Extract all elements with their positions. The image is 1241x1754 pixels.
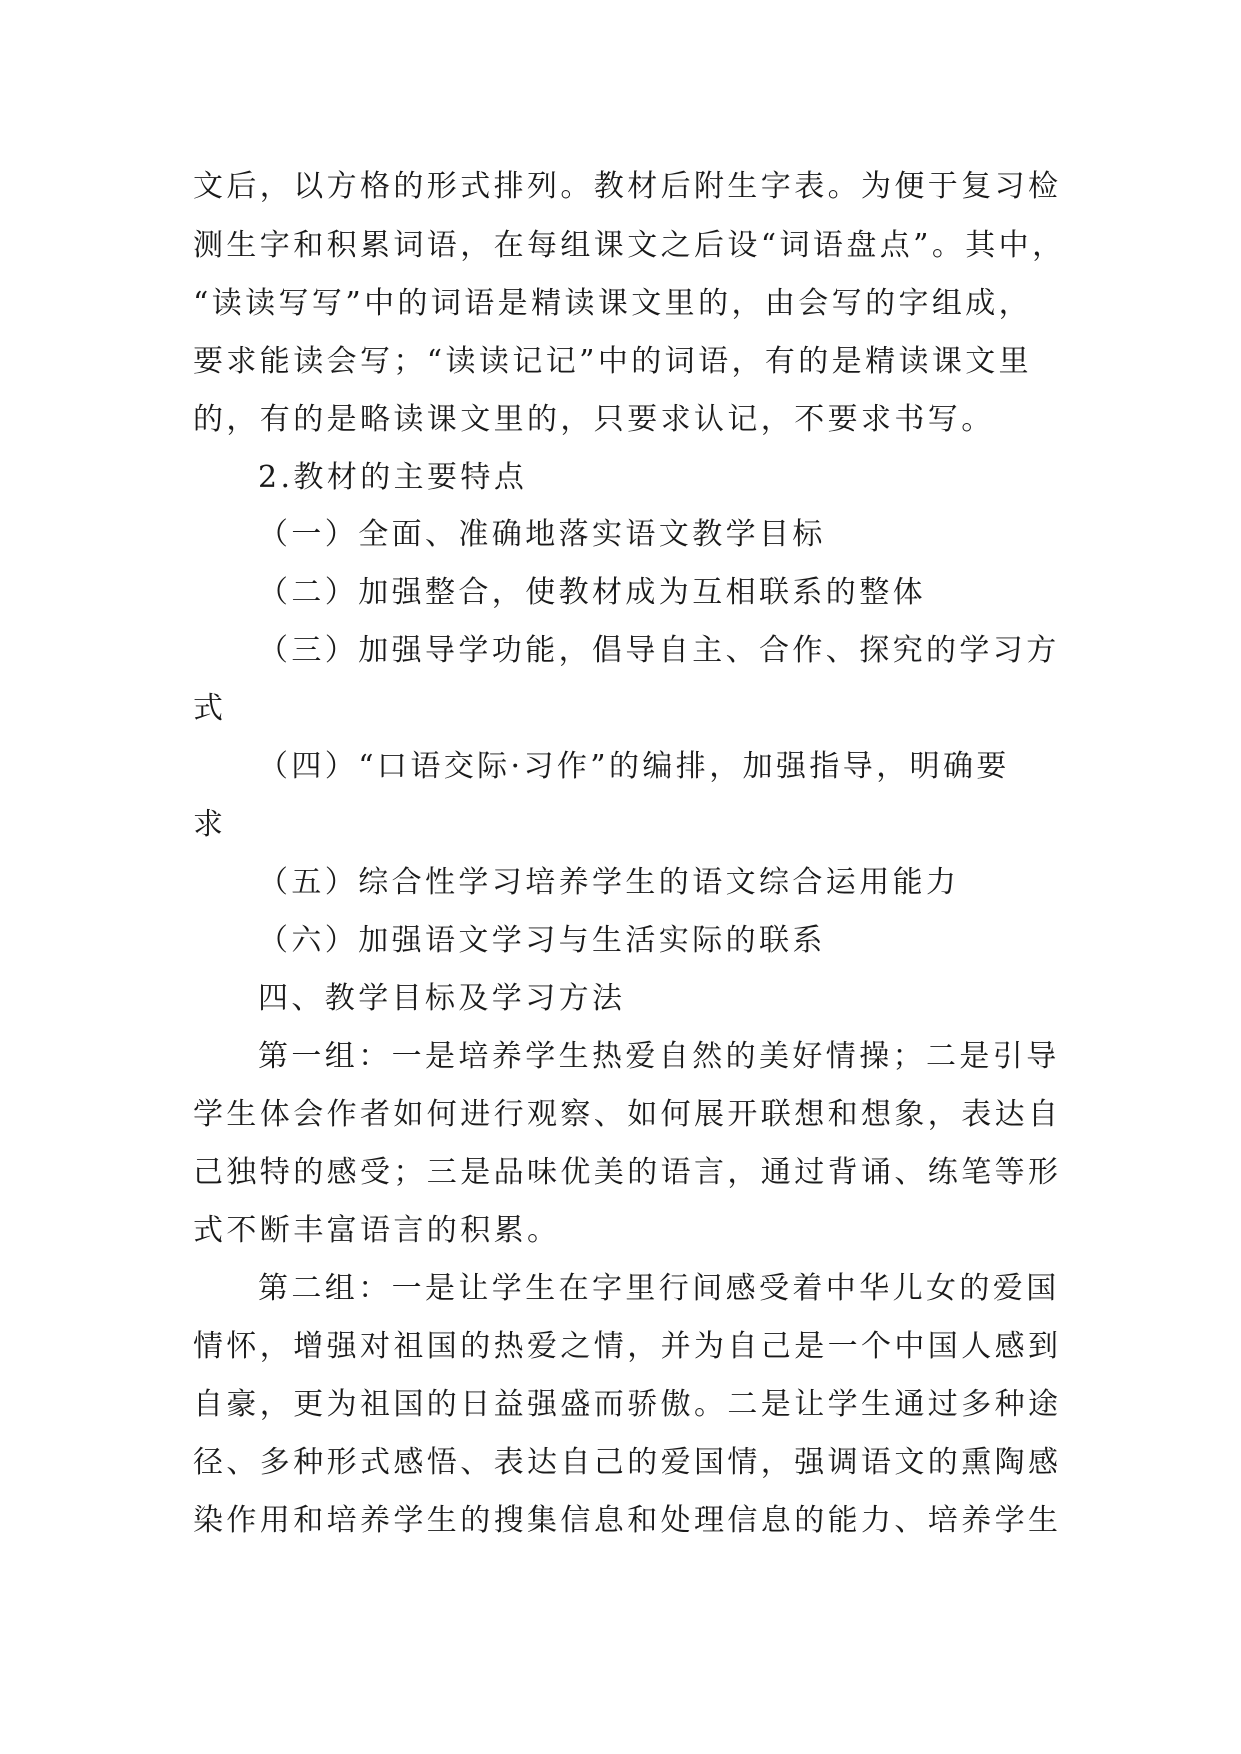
list-item: （四）“口语交际·习作”的编排，加强指导，明确要 <box>258 749 1010 784</box>
text-line: 情怀，增强对祖国的热爱之情，并为自己是一个中国人感到 <box>193 1329 1062 1364</box>
paragraph-start: 第一组：一是培养学生热爱自然的美好情操；二是引导 <box>258 1039 1060 1074</box>
text-line: 文后，以方格的形式排列。教材后附生字表。为便于复习检 <box>193 169 1062 204</box>
list-item-continuation: 求 <box>193 807 227 842</box>
text-line: 学生体会作者如何进行观察、如何展开联想和想象，表达自 <box>193 1097 1062 1132</box>
list-item: （六）加强语文学习与生活实际的联系 <box>258 923 826 958</box>
list-item: （二）加强整合，使教材成为互相联系的整体 <box>258 575 926 610</box>
text-line: 测生字和积累词语，在每组课文之后设“词语盘点”。其中， <box>193 228 1066 263</box>
section-heading: 四、教学目标及学习方法 <box>258 981 626 1016</box>
text-line: “读读写写”中的词语是精读课文里的，由会写的字组成， <box>193 286 1033 321</box>
list-item-continuation: 式 <box>193 691 227 726</box>
text-line: 的，有的是略读课文里的，只要求认记，不要求书写。 <box>193 402 995 437</box>
section-heading: 2.教材的主要特点 <box>258 460 528 495</box>
text-line: 要求能读会写；“读读记记”中的词语，有的是精读课文里 <box>193 344 1033 379</box>
list-item: （五）综合性学习培养学生的语文综合运用能力 <box>258 865 960 900</box>
text-line: 式不断丰富语言的积累。 <box>193 1213 561 1248</box>
text-line: 径、多种形式感悟、表达自己的爱国情，强调语文的熏陶感 <box>193 1445 1062 1480</box>
text-line: 自豪，更为祖国的日益强盛而骄傲。二是让学生通过多种途 <box>193 1387 1062 1422</box>
paragraph-start: 第二组：一是让学生在字里行间感受着中华儿女的爱国 <box>258 1271 1060 1306</box>
text-line: 己独特的感受；三是品味优美的语言，通过背诵、练笔等形 <box>193 1155 1062 1190</box>
list-item: （三）加强导学功能，倡导自主、合作、探究的学习方 <box>258 633 1060 668</box>
text-line: 染作用和培养学生的搜集信息和处理信息的能力、培养学生 <box>193 1503 1062 1538</box>
list-item: （一）全面、准确地落实语文教学目标 <box>258 517 826 552</box>
